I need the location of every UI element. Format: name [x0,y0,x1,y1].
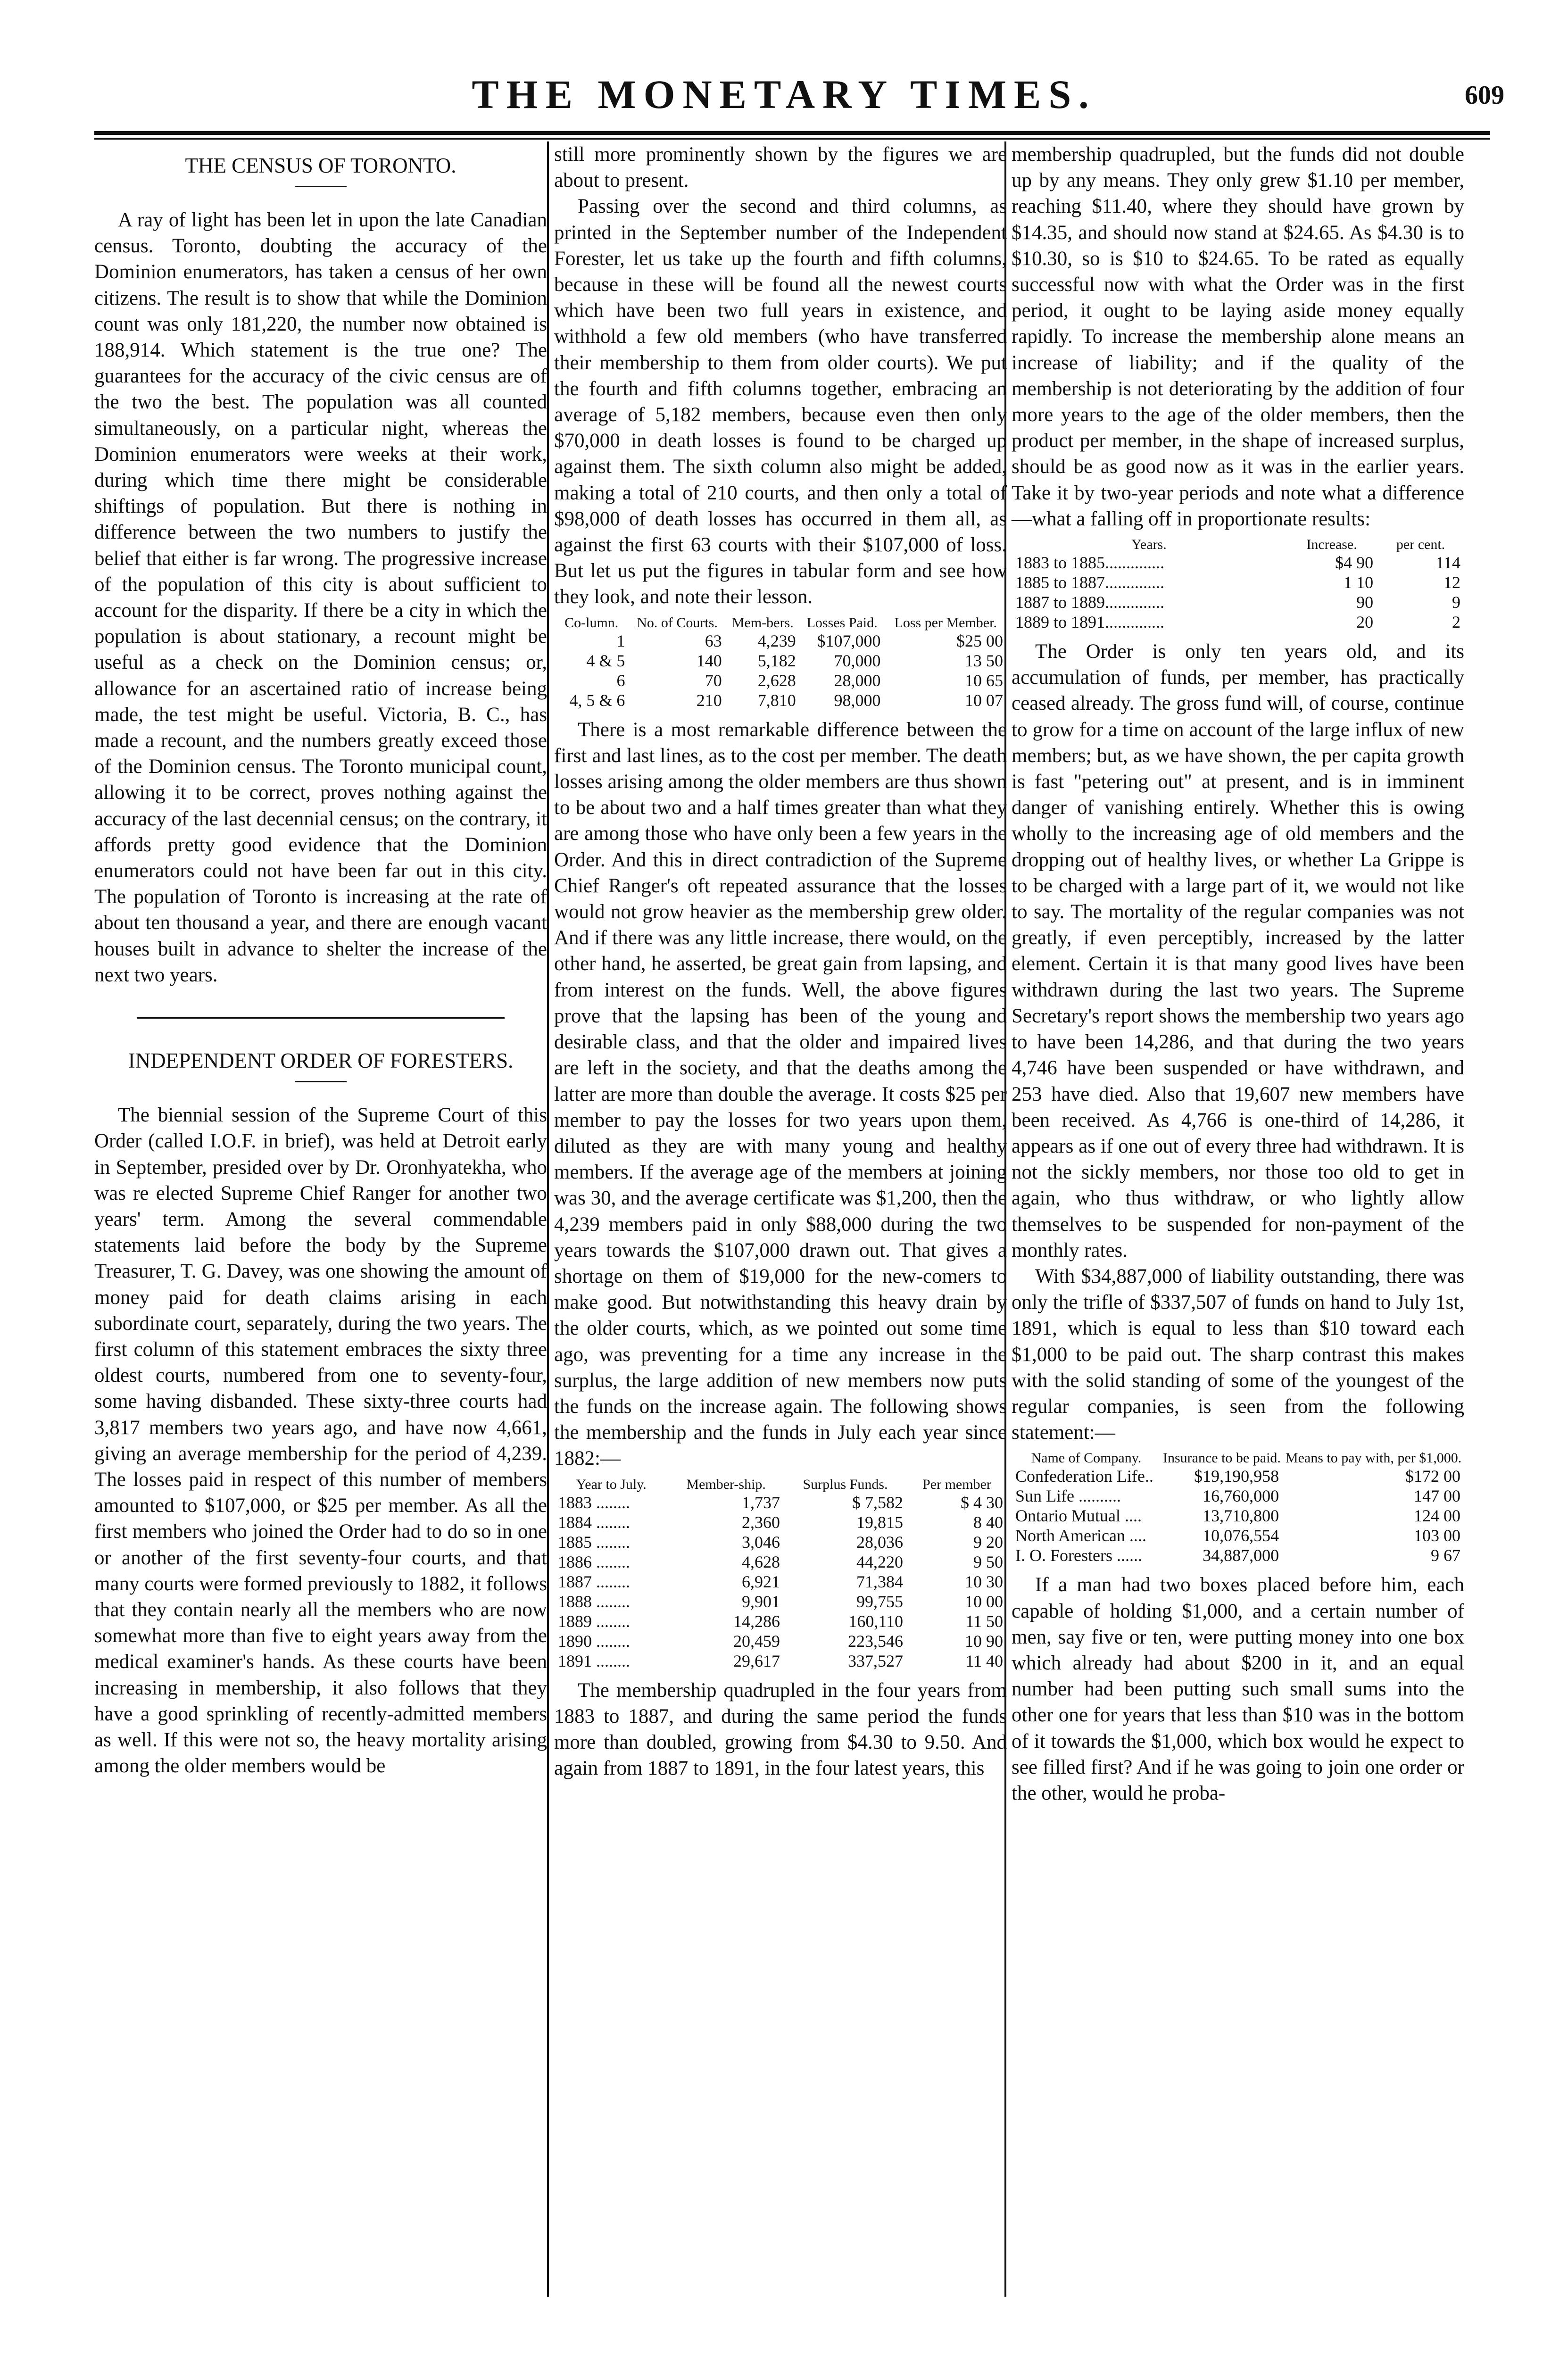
table-header: Year to July. [576,1476,647,1492]
table-header: Surplus Funds. [803,1476,888,1492]
table-cell: 28,000 [834,671,881,690]
table-cell: 70 [705,671,722,690]
table-cell: 223,546 [848,1631,904,1651]
table-row [1012,573,1464,592]
table-header: Member-ship. [686,1476,766,1492]
table-header: Losses Paid. [806,614,878,631]
table-row [1012,1526,1464,1545]
table-cell: 11 50 [965,1611,1003,1631]
table-header: Increase. [1306,537,1357,553]
table-cell: 147 00 [1414,1486,1460,1506]
table-cell: 71,384 [856,1572,904,1591]
courts-table [554,615,1007,710]
table-cell: 140 [696,651,722,670]
table-cell: 103 00 [1414,1526,1460,1545]
companies-table [1012,1450,1464,1565]
table-cell: 4,628 [741,1552,780,1571]
table-cell: 1884 ........ [558,1512,630,1532]
table-cell: 1887 ........ [558,1572,630,1591]
table-cell: $25 00 [956,631,1003,650]
table-row [554,1532,1007,1552]
table-cell: $172 00 [1405,1467,1460,1486]
heading-rule [295,1081,347,1082]
table-cell: 9,901 [741,1592,780,1611]
table-cell: 10 90 [965,1631,1003,1651]
table-header: Years. [1131,537,1167,553]
table-cell: 2 [1452,613,1460,632]
table-cell: 1883 ........ [558,1493,630,1512]
table-cell: 16,760,000 [1203,1486,1279,1506]
table-cell: 1887 to 1889.............. [1015,593,1165,612]
paragraph: still more prominently shown by the figures we are about to present. [554,143,1007,192]
table-cell: 90 [1356,593,1374,612]
article-heading-census: THE CENSUS OF TORONTO. [185,154,456,177]
table-cell: 210 [696,690,722,710]
table-cell: 6 [616,671,625,690]
table-row [554,1493,1007,1512]
table-cell: 5,182 [757,651,796,670]
paragraph: If a man had two boxes placed before him, each capable of holding $1,000, and a certain number of men, say five or ten, were putting money into one box which already had about $200 in it, and an equal number had been putting such small sums into the other one for years that less than $10 was in the bottom of it towards the $1,000, which box would he expect to see filled first? And if he was going to join one order or the other, would he proba- [1012,1574,1464,1804]
table-cell: 98,000 [834,690,881,710]
table-cell: 10 30 [965,1572,1003,1591]
table-cell: 1886 ........ [558,1552,630,1571]
header-rule [94,131,1490,135]
table-row [554,651,1007,671]
table-cell: $4 90 [1335,553,1374,573]
table-cell: 1,737 [741,1493,780,1512]
table-header: Per member [922,1476,991,1492]
table-cell: 1888 ........ [558,1592,630,1611]
funds-table [554,1477,1007,1671]
table-header: Mem-bers. [731,614,794,631]
table-row [554,671,1007,690]
table-cell: 1891 ........ [558,1651,630,1670]
table-cell: Confederation Life.. [1015,1467,1153,1486]
table-cell: 1 [616,631,625,650]
table-cell: 13 50 [965,651,1003,670]
table-row [554,1512,1007,1532]
table-row [1012,553,1464,573]
paragraph: Passing over the second and third columns, as printed in the September number of the Independent Forester, let us take up the fourth and fifth columns, because in these will be found all the newest courts which have been two full years in existence, and withhold a few old members (who have transferred their membership to them from older courts). We put the fourth and fifth columns together, embracing an average of 5,182 members, because even then only $70,000 in death losses is found to be charged up against them. The sixth column also might be added, making a total of 210 courts, and then only a total of $98,000 of death losses has occurred in them all, as against the first 63 courts with their $107,000 of loss. But let us put the figures in tabular form and see how they look, and note their lesson. [554,195,1007,608]
periods-table [1012,537,1464,632]
table-row [1012,1466,1464,1486]
table-cell: 4, 5 & 6 [569,690,625,710]
table-row [554,1631,1007,1651]
table-cell: 337,527 [848,1651,904,1670]
table-cell: 29,617 [733,1651,780,1670]
table-row [554,1572,1007,1592]
header-rule-thin [94,138,1490,140]
table-cell: 124 00 [1414,1506,1460,1526]
table-cell: 8 40 [973,1512,1003,1532]
table-header: Co-lumn. [564,614,619,631]
table-cell: 13,710,800 [1203,1506,1279,1526]
iof-paragraph: The biennial session of the Supreme Court of this Order (called I.O.F. in brief), was held at Detroit early in September, presided over by Dr. Oronhyatekha, who was re elected Supreme Chief Ranger for another two years' term. Among the several commendable statements laid before the body by the Supreme Treasurer, T. G. Davey, was one showing the amount of money paid for death claims arising in each subordinate court, separately, during the two years. The first column of this statement embraces the sixty three oldest courts, numbered from one to seventy-four, some having disbanded. These sixty-three courts had 3,817 members two years ago, and have now 4,661, giving an average membership for the period of 4,239. The losses paid in respect of this number of members amounted to $107,000, or $25 per member. As all the first members who joined the Order had to do so in one or another of the first seventy-four courts, and that many courts were formed previously to 1882, it follows that they contain nearly all the members who are now somewhat more than five to eight years away from the medical examiner's hands. As these courts have been increasing in membership, it also follows that they have a good sprinkling of recently-admitted members as well. If this were not so, the heavy mortality arising among the older members would be [94,1104,547,1777]
table-cell: 7,810 [757,690,796,710]
table-cell: 1889 to 1891.............. [1015,613,1165,632]
column-2 [554,141,1007,1781]
table-cell: 12 [1444,573,1460,592]
table-cell: $19,190,958 [1194,1467,1279,1486]
table-cell: North American .... [1015,1526,1146,1545]
table-cell: 9 67 [1431,1546,1460,1565]
table-cell: 4 & 5 [586,651,625,670]
table-cell: 1890 ........ [558,1631,630,1651]
table-header: Insurance to be paid. [1163,1450,1281,1466]
table-cell: 19,815 [856,1512,904,1532]
table-row [554,1592,1007,1611]
table-cell: 160,110 [848,1611,904,1631]
table-cell: 9 50 [973,1552,1003,1571]
newspaper-title: THE MONETARY TIMES. [472,72,1096,117]
table-cell: Ontario Mutual .... [1015,1506,1142,1526]
table-cell: 63 [705,631,722,650]
table-cell: $ 4 30 [961,1493,1003,1512]
table-cell: 1889 ........ [558,1611,630,1631]
table-row [1012,1486,1464,1506]
table-cell: 6,921 [741,1572,780,1591]
table-cell: 20 [1356,613,1374,632]
table-cell: 9 20 [973,1532,1003,1552]
table-cell: 28,036 [856,1532,904,1552]
table-row [554,1552,1007,1572]
census-paragraph: A ray of light has been let in upon the late Canadian census. Toronto, doubting the accuracy of the Dominion enumerators, has taken a census of her own citizens. The result is to show that while the Dominion count was only 181,220, the number now obtained is 188,914. Which statement is the true one? The guarantees for the accuracy of the civic census are of the two the best. The population was all counted simultaneously, on a particular night, whereas the Dominion enumerators were weeks at their work, during which time there might be considerable shiftings of population. But there is nothing in difference between the two numbers to justify the belief that either is far wrong. The progressive increase of the population of this city is about sufficient to account for the disparity. If there be a city in which the population is about stationary, a recount might be useful as a check on the Dominion census; or, allowance for an ascertained ratio of increase being made, the test might be useful. Victoria, B. C., has made a recount, and the numbers greatly exceed those of the Dominion census. The Toronto municipal count, allowing it to be correct, proves nothing against the accuracy of the last decennial census; on the contrary, it affords pretty good evidence that the Dominion enumerators could not have been far out in this city. The population of Toronto is increasing at the rate of about ten thousand a year, and there are enough vacant houses built in advance to shelter the increase of the next two years. [94,209,547,986]
table-header: Means to pay with, per $1,000. [1285,1450,1462,1466]
heading-rule [295,186,347,187]
table-cell: 11 40 [965,1651,1003,1670]
table-cell: 14,286 [733,1611,780,1631]
table-cell: 1883 to 1885.............. [1015,553,1165,573]
table-cell: 1885 ........ [558,1532,630,1552]
table-cell: 4,239 [757,631,796,650]
table-cell: I. O. Foresters ...... [1015,1546,1142,1565]
column-1 [94,141,547,1779]
table-cell: 10,076,554 [1203,1526,1279,1545]
table-row [554,631,1007,651]
table-header: Loss per Member. [894,614,997,631]
table-cell: 10 00 [965,1592,1003,1611]
table-cell: 114 [1435,553,1460,573]
table-cell: 44,220 [856,1552,904,1571]
paragraph: With $34,887,000 of liability outstanding, there was only the trifle of $337,507 of funds on hand to July 1st, 1891, which is equal to less than $10 toward each $1,000 to be paid out. The sharp contrast this makes with the solid standing of some of the youngest of the regular companies, is seen from the following statement:— [1012,1265,1464,1444]
column-divider [547,141,549,2297]
paragraph: The Order is only ten years old, and its accumulation of funds, per member, has practically ceased already. The gross fund will, of course, continue to grow for a time on account of the large influx of new members; but, as we have shown, the per capita growth is fast "petering out" at present, and is in imminent danger of vanishing entirely. Whether this is owing wholly to the increasing age of old members and the dropping out of healthy lives, or whether La Grippe is to be charged with a large part of it, we would not like to say. The mortality of the regular companies was not greatly, if even perceptibly, increased by the latter element. Certain it is that many good lives have been withdrawn during the last two years. The Supreme Secretary's report shows the membership two years ago to have been 14,286, and that during the two years 4,746 have been suspended or have withdrawn, and 253 have died. Also that 19,607 new members have been received. As 4,766 is one-third of 14,286, it appears as if one out of every three had withdrawn. It is not the sickly members, nor those too old to get in again, who thus withdraw, or who lightly allow themselves to be suspended for non-payment of the monthly rates. [1012,640,1464,1262]
masthead [0,71,1568,127]
column-3 [1012,141,1464,1806]
table-cell: 1885 to 1887.............. [1015,573,1165,592]
table-cell: $107,000 [817,631,881,650]
table-row [1012,612,1464,632]
table-row [554,690,1007,710]
page-number: 609 [1465,81,1504,110]
table-row [1012,592,1464,612]
table-cell: 34,887,000 [1203,1546,1279,1565]
paragraph: The membership quadrupled in the four years from 1883 to 1887, and during the same period the funds more than doubled, growing from $4.30 to 9.50. And again from 1887 to 1891, in the four latest years, this [554,1679,1007,1780]
table-cell: 10 65 [965,671,1003,690]
table-header: Name of Company. [1031,1450,1142,1466]
table-cell: 99,755 [856,1592,904,1611]
table-header: No. of Courts. [637,614,718,631]
table-row [1012,1545,1464,1565]
paragraph: membership quadrupled, but the funds did not double up by any means. They only grew $1.10 per member, reaching $11.40, where they should have grown by $14.35, and should now stand at $24.65. As $4.30 is to $10.30, so is $10 to $24.65. To be rated as equally successful now with what the Order was in the first period, it ought to be laying aside money equally rapidly. To increase the membership alone means an increase of liability; and if the quality of the membership is not deteriorating by the addition of four more years to the age of the older members, then the product per member, in the shape of increased surplus, should be as good now as it was in the earlier years. Take it by two-year periods and note what a difference—what a falling off in proportionate results: [1012,143,1464,530]
table-row [554,1611,1007,1631]
table-cell: 20,459 [733,1631,780,1651]
table-cell: 2,360 [741,1512,780,1532]
table-cell: 10 07 [965,690,1003,710]
table-header: per cent. [1396,537,1445,553]
table-cell: 70,000 [834,651,881,670]
table-row [1012,1506,1464,1526]
table-cell: Sun Life .......... [1015,1486,1121,1506]
table-cell: 1 10 [1344,573,1374,592]
table-cell: 3,046 [741,1532,780,1552]
paragraph: There is a most remarkable difference between the first and last lines, as to the cost per member. The death losses arising among the older members are thus shown to be about two and a half times greater than what they are among those who have only been a few years in the Order. And this in direct contradiction of the Supreme Chief Ranger's oft repeated assurance that the losses would not grow heavier as the membership grew older. And if there was any little increase, there would, on the other hand, he asserted, be great gain from lapsing, and from interest on the funds. Well, the above figures prove that the lapsing has been of the young and desirable class, and that the older and impaired lives are left in the society, and that the deaths among the latter are more than double the average. It costs $25 per member to pay the losses for two years upon them, diluted as they are with many young and healthy members. If the average age of the members at joining was 30, and the average certificate was $1,200, then the 4,239 members paid in only $88,000 during the two years towards the $107,000 drawn out. That gives a shortage on them of $19,000 for the new-comers to make good. But notwithstanding this heavy drain by the older courts, which, as we pointed out some time ago, was preventing for a time any increase in the surplus, the large addition of new members now puts the funds on the increase again. The following shows the membership and the funds in July each year since 1882:— [554,718,1007,1470]
article-heading-iof: INDEPENDENT ORDER OF FORESTERS. [128,1049,514,1073]
article-separator [137,1017,505,1019]
table-cell: $ 7,582 [852,1493,904,1512]
table-cell: 2,628 [757,671,796,690]
table-row [554,1651,1007,1671]
table-cell: 9 [1452,593,1460,612]
